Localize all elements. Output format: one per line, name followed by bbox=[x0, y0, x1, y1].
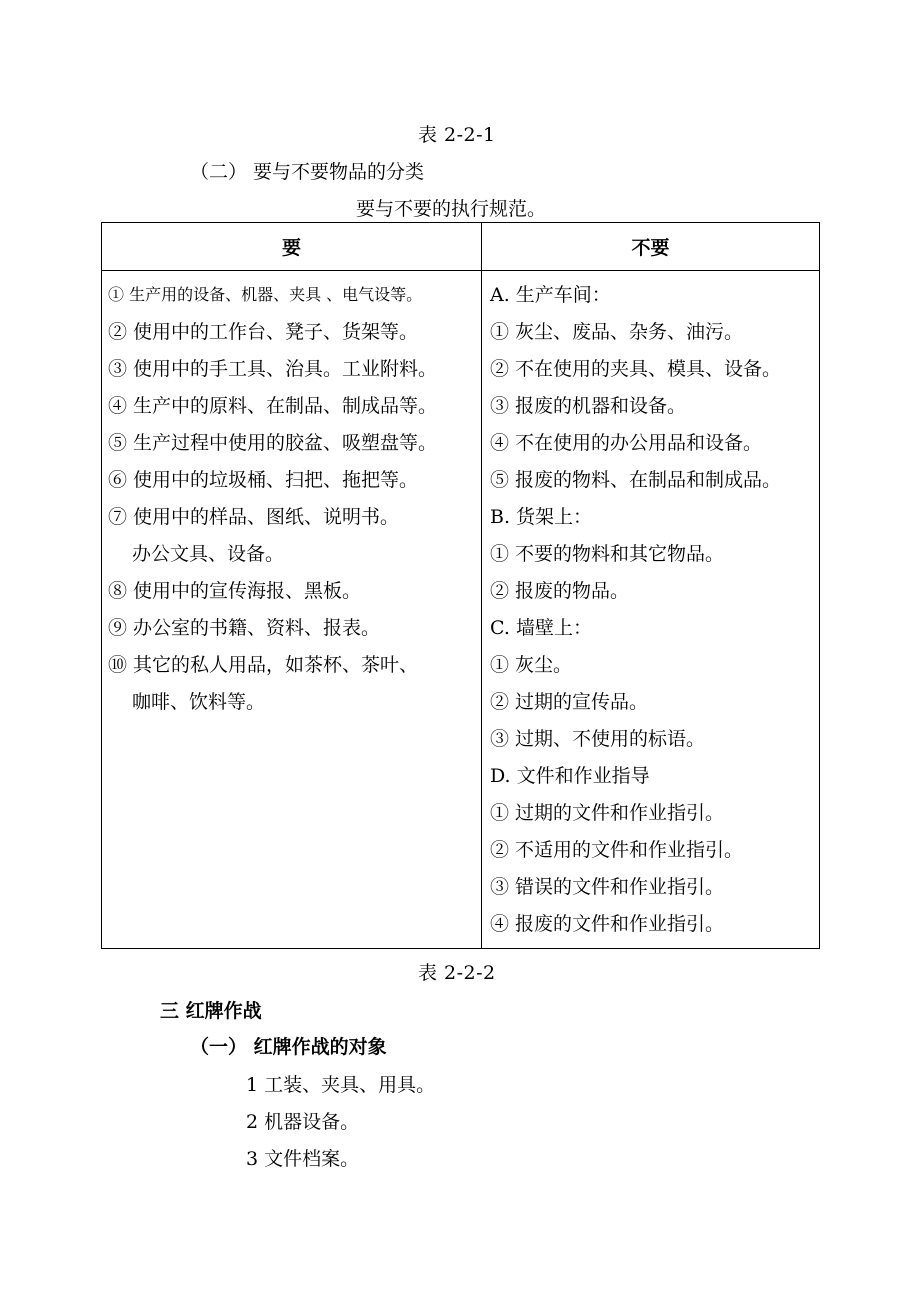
discard-item: ② 不在使用的夹具、模具、设备。 bbox=[490, 358, 782, 380]
keep-item: ⑨ 办公室的书籍、资料、报表。 bbox=[108, 617, 381, 639]
discard-column bbox=[482, 271, 820, 949]
table-caption-top: 表 2-2-1 bbox=[418, 124, 496, 146]
header-keep: 要 bbox=[102, 223, 482, 271]
discard-item: ② 不适用的文件和作业指引。 bbox=[490, 839, 744, 861]
discard-item: ① 过期的文件和作业指引。 bbox=[490, 802, 725, 824]
section-heading-classification: （二） 要与不要物品的分类 bbox=[190, 161, 425, 183]
discard-item: ④ 报废的文件和作业指引。 bbox=[490, 913, 725, 935]
discard-item: ① 灰尘、废品、杂务、油污。 bbox=[490, 321, 744, 343]
table-header-row bbox=[102, 223, 820, 271]
section-heading-red-tag: 三 红牌作战 bbox=[160, 1000, 262, 1022]
keep-item: ③ 使用中的手工具、治具。工业附料。 bbox=[108, 358, 438, 380]
table-title: 要与不要的执行规范。 bbox=[356, 198, 547, 220]
discard-item: ③ 报废的机器和设备。 bbox=[490, 395, 687, 417]
discard-item: ① 灰尘。 bbox=[490, 654, 573, 676]
keep-column bbox=[102, 271, 482, 949]
red-tag-target-item: 1 工装、夹具、用具。 bbox=[246, 1074, 436, 1096]
red-tag-target-item: 2 机器设备。 bbox=[246, 1111, 360, 1133]
keep-item: ⑧ 使用中的宣传海报、黑板。 bbox=[108, 580, 362, 602]
discard-item: ④ 不在使用的办公用品和设备。 bbox=[490, 432, 763, 454]
table-caption-bottom: 表 2-2-2 bbox=[418, 962, 496, 984]
keep-item: ② 使用中的工作台、凳子、货架等。 bbox=[108, 321, 419, 343]
discard-group-heading: A. 生产车间： bbox=[490, 284, 611, 306]
keep-discard-table bbox=[101, 222, 820, 949]
keep-item: ⑥ 使用中的垃圾桶、扫把、拖把等。 bbox=[108, 469, 419, 491]
keep-item-continuation: 咖啡、饮料等。 bbox=[132, 691, 266, 713]
keep-item: ⑦ 使用中的样品、图纸、说明书。 bbox=[108, 506, 400, 528]
discard-item: ① 不要的物料和其它物品。 bbox=[490, 543, 725, 565]
subsection-heading-red-tag-targets: （一） 红牌作战的对象 bbox=[190, 1036, 387, 1058]
discard-group-heading: B. 货架上： bbox=[490, 506, 593, 528]
table-body-row bbox=[102, 271, 820, 949]
keep-item-continuation: 办公文具、设备。 bbox=[132, 543, 285, 565]
discard-item: ③ 过期、不使用的标语。 bbox=[490, 728, 706, 750]
keep-item: ① 生产用的设备、机器、夹具 、电气设等。 bbox=[108, 285, 423, 304]
keep-item: ④ 生产中的原料、在制品、制成品等。 bbox=[108, 395, 438, 417]
keep-item: ⑤ 生产过程中使用的胶盆、吸塑盘等。 bbox=[108, 432, 438, 454]
keep-item: ⑩ 其它的私人用品，如茶杯、茶叶、 bbox=[108, 654, 419, 676]
discard-group-heading: D. 文件和作业指导 bbox=[490, 765, 650, 787]
discard-item: ③ 错误的文件和作业指引。 bbox=[490, 876, 725, 898]
red-tag-target-item: 3 文件档案。 bbox=[246, 1148, 360, 1170]
header-discard: 不要 bbox=[482, 223, 820, 271]
discard-item: ⑤ 报废的物料、在制品和制成品。 bbox=[490, 469, 782, 491]
discard-item: ② 报废的物品。 bbox=[490, 580, 630, 602]
discard-item: ② 过期的宣传品。 bbox=[490, 691, 649, 713]
discard-group-heading: C. 墙壁上： bbox=[490, 617, 592, 639]
